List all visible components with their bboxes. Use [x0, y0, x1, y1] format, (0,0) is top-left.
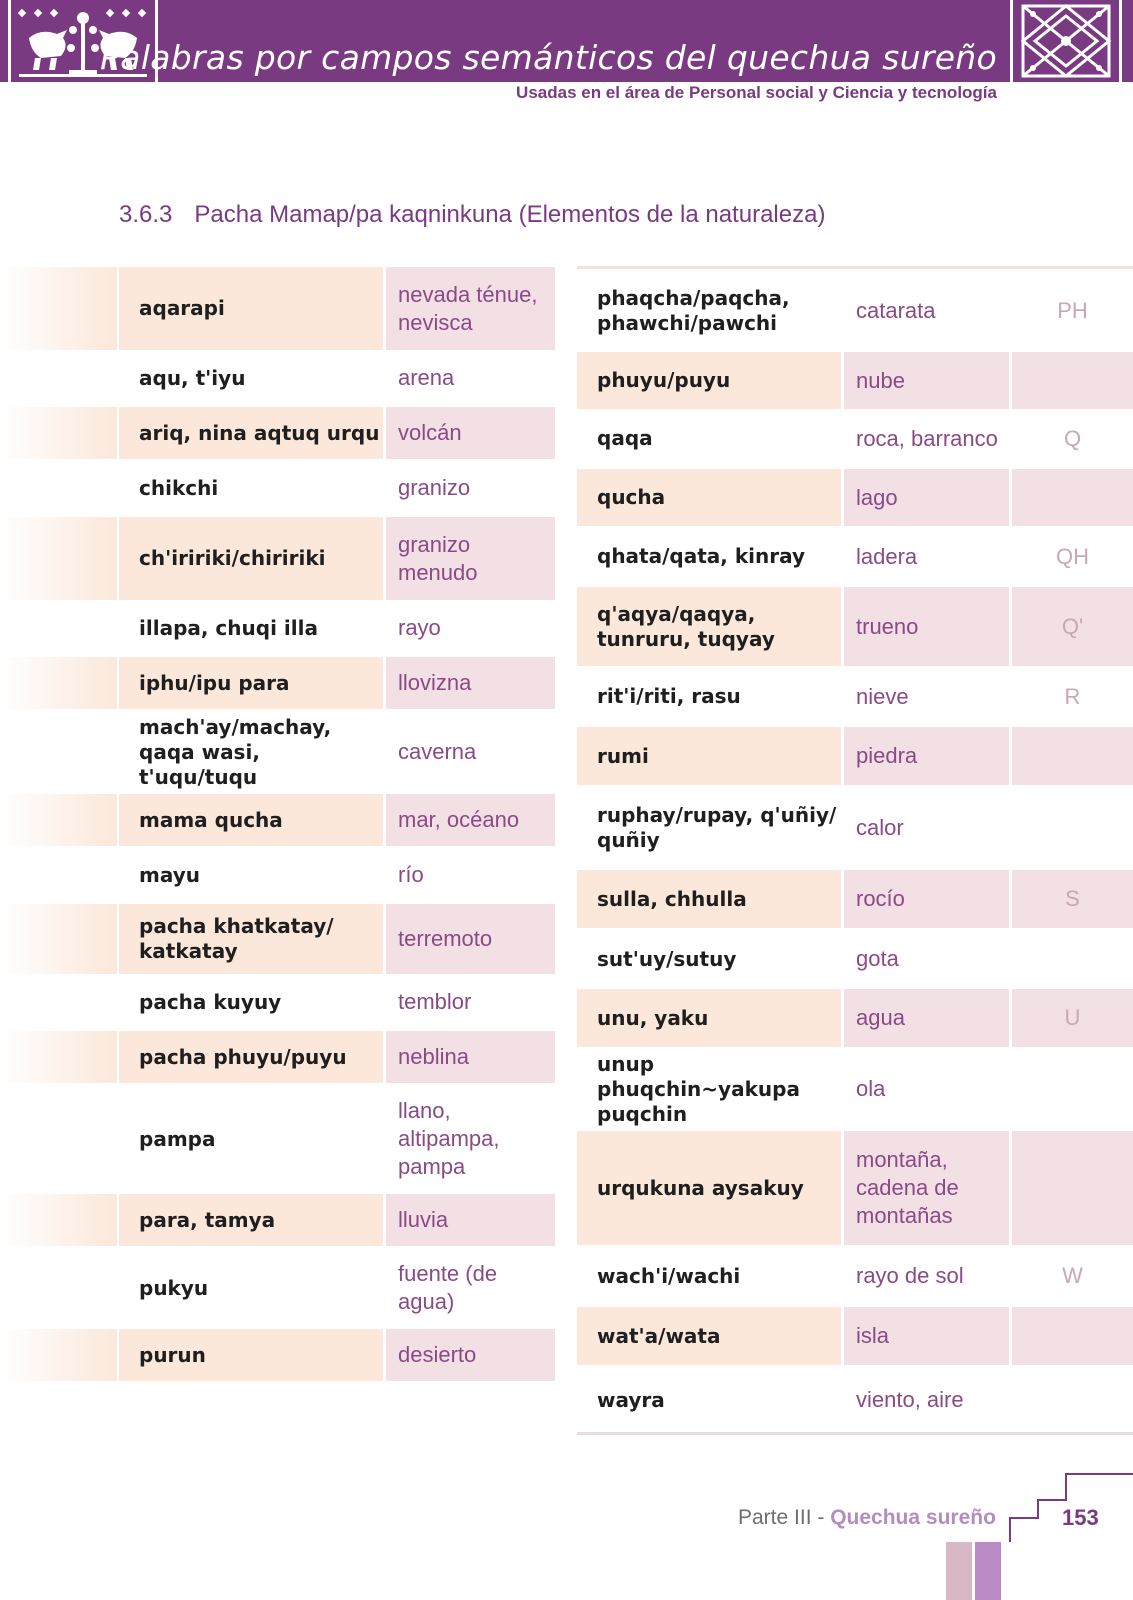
quechua-term: unup phuqchin~yakupa puqchin: [597, 1051, 800, 1126]
spanish-term: neblina: [386, 1031, 555, 1083]
spanish-term: río: [398, 862, 424, 887]
spanish-term: mar, océano: [386, 794, 555, 846]
table-row: [577, 1307, 1133, 1365]
row-lead-shade: [0, 267, 117, 350]
row-lead-shade: [0, 352, 117, 404]
spanish-term: caverna: [398, 739, 477, 764]
footer-bar: [946, 1542, 972, 1600]
section-number: 3.6.3: [119, 201, 173, 228]
quechua-term: mayu: [139, 862, 200, 887]
spanish-term: llovizna: [386, 657, 555, 709]
quechua-term: illapa, chuqi illa: [139, 615, 318, 640]
table-row: [0, 1086, 555, 1192]
letter-index: S: [1012, 870, 1133, 928]
letter-index: QH: [1056, 543, 1089, 569]
spanish-term: trueno: [844, 587, 1009, 666]
quechua-term: ch'iririki/chiririki: [119, 517, 383, 600]
table-row: [0, 1329, 555, 1381]
letter-index: [1012, 787, 1133, 868]
spanish-term: fuente (de agua): [398, 1261, 498, 1314]
spanish-term: roca, barranco: [856, 425, 998, 451]
spanish-term: catarata: [856, 297, 936, 323]
spanish-term: gota: [856, 946, 899, 971]
page-header: [0, 0, 1133, 82]
spanish-term: lago: [844, 469, 1009, 526]
row-lead-shade: [0, 904, 117, 974]
geometric-ornament-icon: [1013, 0, 1119, 82]
table-row: [577, 989, 1133, 1047]
section-title: Pacha Mamap/pa kaqninkuna (Elementos de la naturaleza): [194, 201, 826, 228]
spanish-term: volcán: [386, 407, 555, 459]
quechua-term: phuyu/puyu: [577, 352, 841, 409]
letter-index: R: [1064, 683, 1081, 709]
spanish-term: terremoto: [386, 904, 555, 974]
table-row: [577, 1049, 1133, 1129]
table-row: [577, 930, 1133, 988]
quechua-term: pacha khatkatay/ katkatay: [119, 904, 383, 974]
spanish-term: viento, aire: [856, 1387, 964, 1412]
row-lead-shade: [0, 517, 117, 600]
quechua-term: q'aqya/qaqya, tunruru, tuqyay: [577, 587, 841, 666]
table-row: [577, 1131, 1133, 1245]
row-lead-shade: [0, 1194, 117, 1246]
table-row: [0, 657, 555, 709]
row-lead-shade: [0, 712, 117, 792]
table-row: [0, 712, 555, 792]
spanish-term: ladera: [856, 543, 918, 569]
quechua-term: ruphay/rupay, q'uñiy/ quñiy: [597, 802, 837, 852]
row-lead-shade: [0, 976, 117, 1028]
quechua-term: purun: [119, 1329, 383, 1381]
quechua-term: wat'a/wata: [577, 1307, 841, 1365]
quechua-term: unu, yaku: [577, 989, 841, 1047]
row-lead-shade: [0, 602, 117, 654]
table-row: [0, 407, 555, 459]
quechua-term: urqukuna aysakuy: [577, 1131, 841, 1245]
spanish-term: nevada ténue, nevisca: [386, 267, 555, 350]
header-subtitle: Usadas en el área de Personal social y Ciencia y tecnología: [516, 83, 997, 102]
spanish-term: isla: [844, 1307, 1009, 1365]
letter-index: Q': [1012, 587, 1133, 666]
header-title: Palabras por campos semánticos del quechua sureño: [100, 38, 997, 77]
row-lead-shade: [0, 1329, 117, 1381]
table-row: [577, 410, 1133, 467]
footer-part: Parte III -: [738, 1506, 831, 1529]
letter-index: [1012, 469, 1133, 526]
table-row: [577, 870, 1133, 928]
spanish-term: rocío: [844, 870, 1009, 928]
table-row: [0, 1194, 555, 1246]
spanish-term: calor: [856, 814, 904, 840]
footer-bar: [975, 1542, 1001, 1600]
spanish-term: agua: [844, 989, 1009, 1047]
quechua-term: pacha phuyu/puyu: [119, 1031, 383, 1083]
letter-index: [1012, 1307, 1133, 1365]
spanish-term: rayo: [398, 615, 441, 640]
table-row: [577, 352, 1133, 409]
letter-index: [1012, 930, 1133, 988]
table-row: [0, 517, 555, 600]
letter-index: Q: [1063, 425, 1082, 451]
row-lead-shade: [0, 1086, 117, 1192]
table-row: [0, 849, 555, 901]
footer-part-label: [738, 1506, 996, 1530]
table-row: [0, 976, 555, 1028]
letter-index: [1012, 727, 1133, 785]
quechua-term: pukyu: [139, 1275, 209, 1300]
quechua-term: qhata/qata, kinray: [597, 544, 806, 568]
quechua-term: mach'ay/machay, qaqa wasi, t'uqu/tuqu: [139, 714, 332, 789]
quechua-term: iphu/ipu para: [119, 657, 383, 709]
quechua-term: mama qucha: [119, 794, 383, 846]
quechua-term: chikchi: [139, 475, 219, 500]
textile-geometric-ornament: [1010, 0, 1122, 82]
quechua-term: para, tamya: [119, 1194, 383, 1246]
table-bottom-rule: [577, 1432, 1133, 1435]
table-row: [577, 587, 1133, 666]
table-top-rule: [577, 266, 1133, 269]
page-number: 153: [1062, 1505, 1099, 1530]
letter-index: [1012, 1131, 1133, 1245]
row-lead-shade: [0, 849, 117, 901]
quechua-term: aqarapi: [119, 267, 383, 350]
table-row: [577, 469, 1133, 526]
quechua-term: sut'uy/sutuy: [597, 946, 737, 971]
spanish-term: temblor: [398, 989, 472, 1014]
quechua-term: qucha: [577, 469, 841, 526]
footer-part-name: Quechua sureño: [830, 1506, 996, 1529]
spanish-term: rayo de sol: [856, 1263, 964, 1288]
table-row: [0, 602, 555, 654]
letter-index: W: [1062, 1263, 1083, 1288]
spanish-term: arena: [398, 365, 455, 390]
table-row: [577, 1368, 1133, 1432]
table-row: [0, 267, 555, 350]
table-row: [0, 462, 555, 514]
letter-index: U: [1012, 989, 1133, 1047]
quechua-term: pampa: [139, 1126, 216, 1151]
row-lead-shade: [0, 462, 117, 514]
quechua-term: ariq, nina aqtuq urqu: [119, 407, 383, 459]
row-lead-shade: [0, 1249, 117, 1327]
quechua-term: qaqa: [597, 426, 653, 450]
spanish-term: nube: [844, 352, 1009, 409]
spanish-term: nieve: [856, 683, 909, 709]
table-row: [0, 352, 555, 404]
spanish-term: granizo menudo: [386, 517, 555, 600]
row-lead-shade: [0, 657, 117, 709]
table-row: [0, 904, 555, 974]
row-lead-shade: [0, 1031, 117, 1083]
row-lead-shade: [0, 407, 117, 459]
spanish-term: lluvia: [386, 1194, 555, 1246]
quechua-term: pacha kuyuy: [139, 989, 282, 1014]
quechua-term: wayra: [597, 1387, 665, 1412]
section-heading: [119, 201, 825, 229]
letter-index: [1012, 1049, 1133, 1129]
letter-index: [1012, 1368, 1133, 1432]
table-row: [577, 528, 1133, 585]
quechua-term: rumi: [577, 727, 841, 785]
quechua-term: aqu, t'iyu: [139, 365, 246, 390]
table-row: [577, 787, 1133, 868]
spanish-term: ola: [856, 1076, 886, 1101]
table-row: [0, 1031, 555, 1083]
row-lead-shade: [0, 794, 117, 846]
quechua-term: sulla, chhulla: [577, 870, 841, 928]
table-row: [0, 1249, 555, 1327]
quechua-term: wach'i/wachi: [597, 1263, 741, 1288]
spanish-term: desierto: [386, 1329, 555, 1381]
spanish-term: granizo: [398, 475, 471, 500]
table-row: [0, 794, 555, 846]
spanish-term: piedra: [844, 727, 1009, 785]
quechua-term: phaqcha/paqcha, phawchi/pawchi: [597, 285, 790, 335]
table-row: [577, 1247, 1133, 1305]
letter-index: [1012, 352, 1133, 409]
table-row: [577, 271, 1133, 350]
spanish-term: llano, altipampa, pampa: [398, 1098, 500, 1179]
spanish-term: montaña, cadena de montañas: [844, 1131, 1009, 1245]
quechua-term: rit'i/riti, rasu: [597, 684, 741, 708]
letter-index: PH: [1057, 297, 1088, 323]
table-row: [577, 727, 1133, 785]
table-row: [577, 668, 1133, 725]
